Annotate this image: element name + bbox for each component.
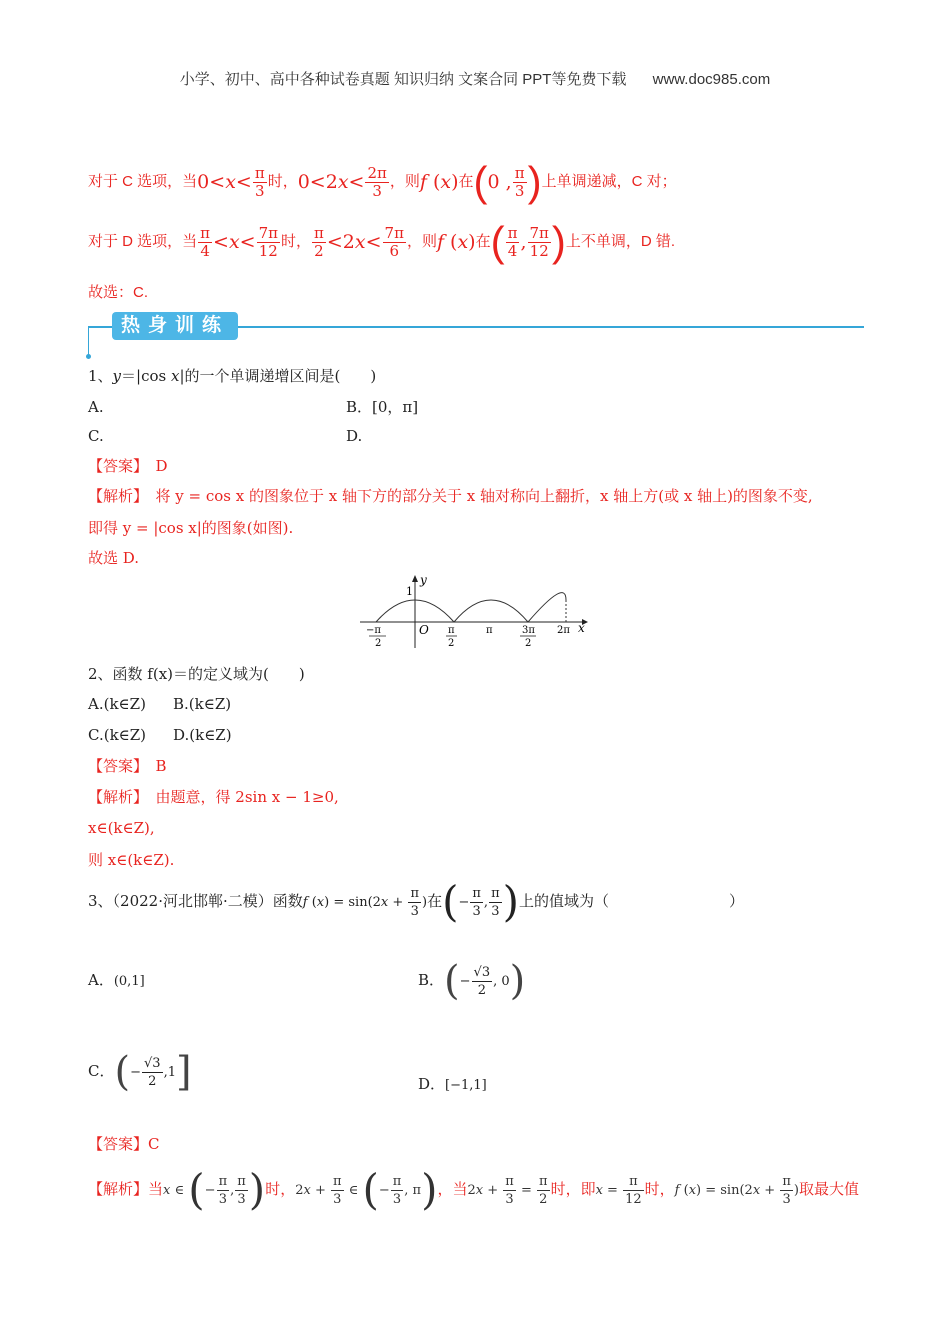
banner-rule	[238, 326, 864, 328]
q1-option-c: C.	[88, 427, 104, 445]
q1-analysis-text-1: 将 y = cos x 的图象位于 x 轴下方的部分关于 x 轴对称向上翻折，x 轴上方(或 x 轴上)的图象不变,	[155, 487, 813, 505]
q3-stem-pre: 3、（2022·河北邯郸·二模）函数	[88, 892, 303, 910]
banner-rule-left	[88, 326, 112, 328]
d-mid2: ，则	[406, 232, 437, 250]
q3-function: f (x) = sin(2x + $\frac{\pi}{3}$ )	[302, 886, 428, 919]
q2-analysis-3: 则 x∈(k∈Z).	[88, 851, 175, 869]
q3-opt-b-label: B．	[418, 971, 445, 989]
q1-option-d: D.	[346, 427, 363, 445]
q2-option-b: B.(k∈Z)	[173, 695, 232, 713]
q3-opt-a-label: A．	[88, 971, 114, 989]
q3-stem: 3、（2022·河北邯郸·二模）函数f (x) = sin(2x + $\frac{\pi}{3}$ )在(− $\frac{\pi}{3}$ , $\frac{\pi}{3}$ )上的值域为（ ）	[88, 877, 745, 926]
option-c-analysis: 对于 C 选项，当0<x< $\frac{\pi}{3}$ 时，0<2x< $\frac{2\pi}{3}$ ，则f (x)在(0 , $\frac{\pi}{3}$ )上单调递减，C 对；	[88, 158, 677, 205]
q2-stem: 2、函数 f(x)＝的定义域为( )	[88, 665, 305, 683]
q3-answer: 【答案】C	[88, 1135, 160, 1153]
y-label: y	[420, 573, 427, 587]
header-site: www.doc985.com	[652, 71, 771, 88]
q3-analysis: 【解析】当x ∈ (− $\frac{\pi}{3}$ , $\frac{\pi}{3}$ )时，2x + $\frac{\pi}{3}$ ∈ (− $\frac{\pi}{3}$ , π)，当2x + $\frac{\pi}{3}$ = $\frac{\pi}{2}$ 时，即x = $\frac{\pi}{12}$ 时，f (x) = sin(2x + $\frac{\pi}{3}$ )取最大值	[88, 1165, 859, 1214]
q1-answer-value: D	[155, 457, 168, 475]
q1-stem-tail: 的一个单调递增区间是( )	[184, 367, 377, 385]
q1-num: 1、	[88, 367, 113, 385]
q3-stem-mid: 在	[427, 892, 443, 910]
q2-answer	[88, 756, 167, 776]
option-d-analysis: 对于 D 选项，当 $\frac{\pi}{4}$ <x< $\frac{7\pi}{12}$ 时， $\frac{\pi}{2}$ <2x< $\frac{7\pi}{6}$ ，则f (x)在( $\frac{\pi}{4}$ , $\frac{7\pi}{12}$ )上不单调，D 错.	[88, 218, 676, 265]
c-mid1: 时，	[267, 172, 298, 190]
q2-answer-value: B	[155, 757, 167, 775]
prev-choose: 故选：C.	[88, 284, 149, 301]
q3-option-a: A．(0,1]	[88, 971, 145, 989]
q1-analysis-2: 即得 y = |cos x|的图象(如图).	[88, 519, 294, 537]
banner-dot	[86, 354, 91, 359]
q3-t6: 取最大值	[798, 1180, 859, 1198]
q1-choose: 故选 D.	[88, 549, 140, 567]
tick-neg-pi-2-d: 2	[375, 638, 382, 649]
q1-option-a: A.	[88, 398, 104, 416]
d-mid1: 时，	[281, 232, 312, 250]
q1-answer-label: 【答案】	[88, 457, 141, 475]
q1-analysis-1	[88, 486, 813, 506]
banner-label: 热身训练	[120, 315, 229, 336]
q3-stem-post: 上的值域为（ ）	[519, 892, 745, 910]
q3-analysis-label: 【解析】	[88, 1180, 149, 1198]
c-prefix: 对于 C 选项，当	[88, 172, 198, 190]
header-title: 小学、初中、高中各种试卷真题 知识归纳 文案合同 PPT等免费下载	[179, 71, 627, 88]
y-axis-arrow	[412, 575, 418, 582]
tick-3pi-2-d: 2	[525, 638, 532, 649]
q3-t1: 当	[148, 1180, 164, 1198]
q1-option-b: B．[0，π]	[346, 398, 419, 416]
x-label: x	[578, 621, 585, 635]
q1-answer	[88, 456, 168, 476]
q2-analysis-label: 【解析】	[88, 788, 141, 806]
q2-option-d: D.(k∈Z)	[173, 726, 232, 744]
d-prefix: 对于 D 选项，当	[88, 232, 198, 250]
q3-t2: 时，	[265, 1180, 296, 1198]
c-mid3: 在	[458, 172, 474, 190]
tick-2pi: 2π	[557, 625, 570, 636]
q2-option-c: C.(k∈Z)	[88, 726, 147, 744]
tick-neg-pi-2-n: −π	[366, 625, 381, 636]
q3-t4: 时，即	[550, 1180, 596, 1198]
frac-pi-3: $\frac{\pi}{3}$	[254, 163, 265, 200]
tick-3pi-2-n: 3π	[522, 625, 535, 636]
q3-opt-c-label: C．	[88, 1062, 115, 1080]
banner-vertical	[88, 326, 89, 356]
abs-cos-graph	[356, 570, 596, 652]
page-header	[0, 68, 950, 89]
q3-option-b: B．(− $\frac{√3}{2}$ , 0)	[418, 958, 526, 1004]
q2-analysis-2: x∈(k∈Z),	[88, 819, 155, 837]
tick-pi: π	[486, 625, 493, 636]
section-banner	[112, 312, 238, 340]
q3-option-d: D．[−1,1]	[418, 1075, 487, 1093]
d-mid3: 在	[475, 232, 491, 250]
q2-answer-label: 【答案】	[88, 757, 141, 775]
q3-opt-d-label: D．	[418, 1075, 446, 1093]
c-mid2: ，则	[389, 172, 420, 190]
q3-option-c: C．(− $\frac{√3}{2}$ ,1]	[88, 1049, 192, 1095]
q1-stem: 1、y＝|cos x|的一个单调递增区间是( )	[88, 367, 377, 385]
q1-analysis-label: 【解析】	[88, 487, 141, 505]
frac-pi-3-b: $\frac{\pi}{3}$	[514, 163, 525, 200]
q3-t3: ，当	[437, 1180, 468, 1198]
origin-label: O	[419, 623, 429, 637]
q3-t5: 时，	[644, 1180, 675, 1198]
q2-option-a: A.(k∈Z)	[88, 695, 146, 713]
tick-pi-2-n: π	[448, 625, 455, 636]
d-suffix: 上不单调，D 错.	[565, 232, 676, 250]
curve	[376, 593, 566, 622]
frac-2pi-3: $\frac{2\pi}{3}$	[367, 163, 387, 200]
q2-analysis-text-1: 由题意，得 2sin x − 1≥0,	[155, 788, 339, 806]
q2-analysis-1	[88, 787, 339, 807]
one-label: 1	[406, 585, 413, 598]
tick-pi-2-d: 2	[448, 638, 455, 649]
c-suffix: 上单调递减，C 对；	[541, 172, 677, 190]
